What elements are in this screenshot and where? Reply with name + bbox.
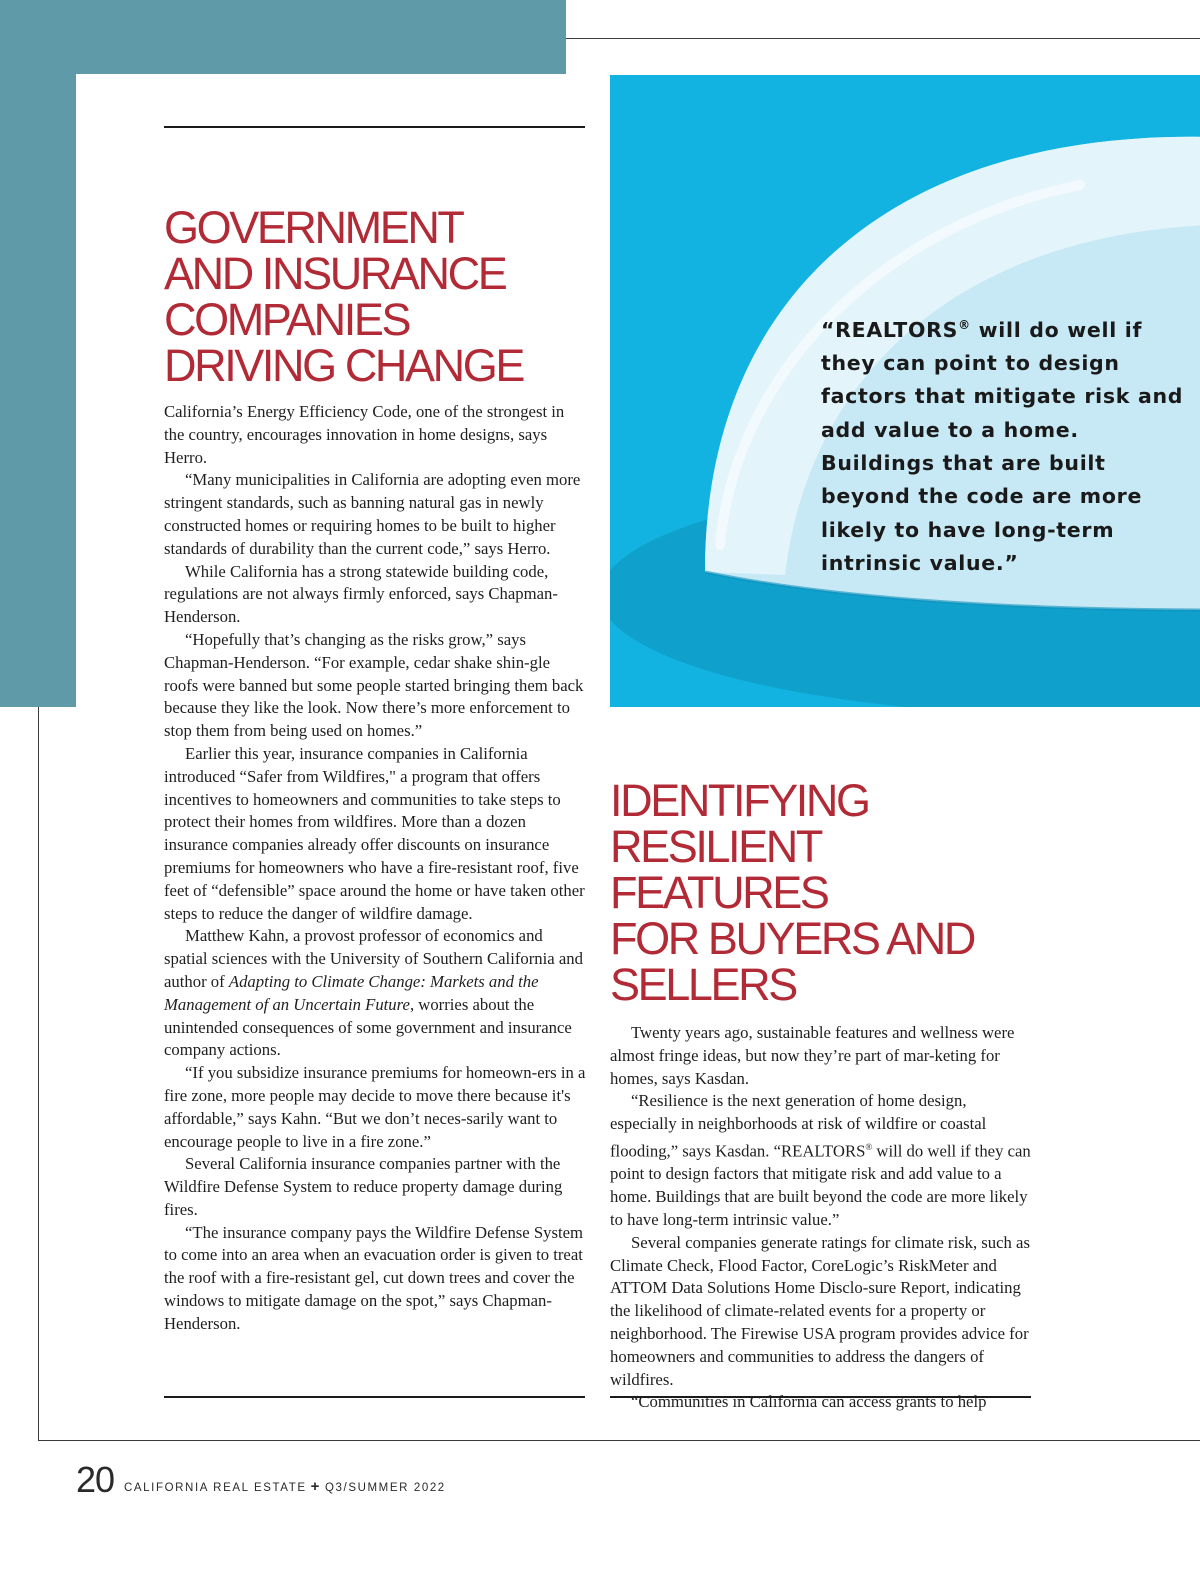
paragraph: “Communities in California can access grants to help [631, 1392, 987, 1412]
headline-line: AND INSURANCE [164, 248, 506, 299]
paragraph-text: will do well if they can point to design factors that mitigate risk and add value to a home. Buildings that are built beyond the code are more likely to have long-term intrinsic value.” [610, 1141, 1031, 1229]
frame-line-top [566, 38, 1200, 39]
book-title: Adapting to Climate Change: Markets and the Management of an Uncertain Future [164, 971, 539, 1014]
paragraph-text: “Resilience is the next generation of home design, especially in neighborhoods at risk of wildfire or coastal flooding,” says Kasdan. “REALTORS [610, 1091, 987, 1161]
headline-line: RESILIENT FEATURES [610, 821, 828, 918]
left-body-text [164, 401, 588, 1336]
headline-line: COMPANIES [164, 294, 410, 345]
paragraph: Several companies generate ratings for climate risk, such as Climate Check, Flood Factor, CoreLogic’s RiskMeter and ATTOM Data Solutions Home Disclo-sure Report, indicating the likelihood of climate-related events for a property or neighborhood. The Firewise USA program provides advice for homeowners and communities to address the dangers of wildfires. [610, 1232, 1030, 1389]
paragraph: “Hopefully that’s changing as the risks grow,” says Chapman-Henderson. “For example, cedar shake shin-gle roofs were banned but some people started bringing them back because they like the look. Now there’s more enforcement to stop them from being used on homes.” [164, 629, 584, 741]
issue-label: Q3/SUMMER 2022 [324, 1482, 446, 1494]
headline-line: DRIVING CHANGE [164, 340, 523, 391]
pull-quote-rest: will do well if they can point to design factors that mitigate risk and add value to a home. Buildings that are built beyond the code are more likely to have long-term intrinsic value.” [821, 317, 1184, 575]
magazine-name: CALIFORNIA REAL ESTATE [124, 1482, 307, 1494]
frame-line-left [38, 707, 39, 1441]
paragraph: “The insurance company pays the Wildfire Defense System to come into an area when an evacuation order is given to treat the roof with a fire-resistant gel, cut down trees and cover the windows to mitigate damage on the spot,” says Chapman-Henderson. [164, 1222, 583, 1333]
bottom-rule-left [164, 1396, 585, 1398]
plus-separator: + [310, 1478, 321, 1495]
paragraph: “If you subsidize insurance premiums for homeown-ers in a fire zone, more people may decide to move there because it's affordable,” says Kahn. “But we don’t neces-sarily want to encourage people to live in a fire zone.” [164, 1063, 586, 1151]
right-body-text [610, 1022, 1034, 1414]
pull-quote-panel [610, 75, 1200, 707]
section-headline-resilient [610, 775, 1034, 1010]
paragraph: Twenty years ago, sustainable features and wellness were almost fringe ideas, but now they’re part of mar-keting for homes, says Kasdan. [610, 1023, 1015, 1088]
pull-quote-start: “REALTORS [821, 317, 959, 342]
page-number: 20 [76, 1459, 115, 1500]
paragraph: While California has a strong statewide building code, regulations are not always firmly enforced, says Chapman-Henderson. [164, 561, 558, 627]
paragraph-text: Matthew Kahn, a provost professor of economics and spatial sciences with the University of Southern California and author of [164, 926, 583, 991]
paragraph: Earlier this year, insurance companies in California introduced “Safer from Wildfires," a program that offers incentives to homeowners and communities to take steps to protect their homes from wildfires. More than a dozen insurance companies already offer discounts on insurance premiums for homeowners who have a fire-resistant roof, five feet of “defensible” space around the home or have taken other steps to reduce the danger of wildfire damage. [164, 743, 585, 923]
top-rule-left [164, 126, 585, 128]
paragraph-text: , worries about the unintended consequences of some government and insurance company actions. [164, 994, 572, 1060]
headline-line: IDENTIFYING [610, 775, 869, 826]
right-column [610, 775, 1034, 1414]
paragraph: “Many municipalities in California are adopting even more stringent standards, such as banning natural gas in newly constructed homes or requiring homes to be built to higher standards of durability than the current code,” says Herro. [164, 470, 581, 558]
section-headline-government [164, 202, 588, 391]
paragraph [164, 925, 588, 1062]
paragraph: California’s Energy Efficiency Code, one of the strongest in the country, encourages innovation in home designs, says Herro. [164, 402, 565, 467]
headline-line: FOR BUYERS AND [610, 913, 974, 964]
left-column [164, 202, 588, 1336]
headline-line: SELLERS [610, 959, 796, 1010]
paragraph [610, 1090, 1034, 1231]
frame-line-bottom [38, 1440, 1200, 1441]
headline-line: GOVERNMENT [164, 202, 463, 253]
pull-quote [821, 309, 1191, 580]
registered-mark: ® [865, 1141, 873, 1152]
paragraph: Several California insurance companies partner with the Wildfire Defense System to reduce property damage during fires. [164, 1154, 563, 1219]
magazine-line [124, 1478, 446, 1495]
registered-mark: ® [958, 318, 971, 332]
